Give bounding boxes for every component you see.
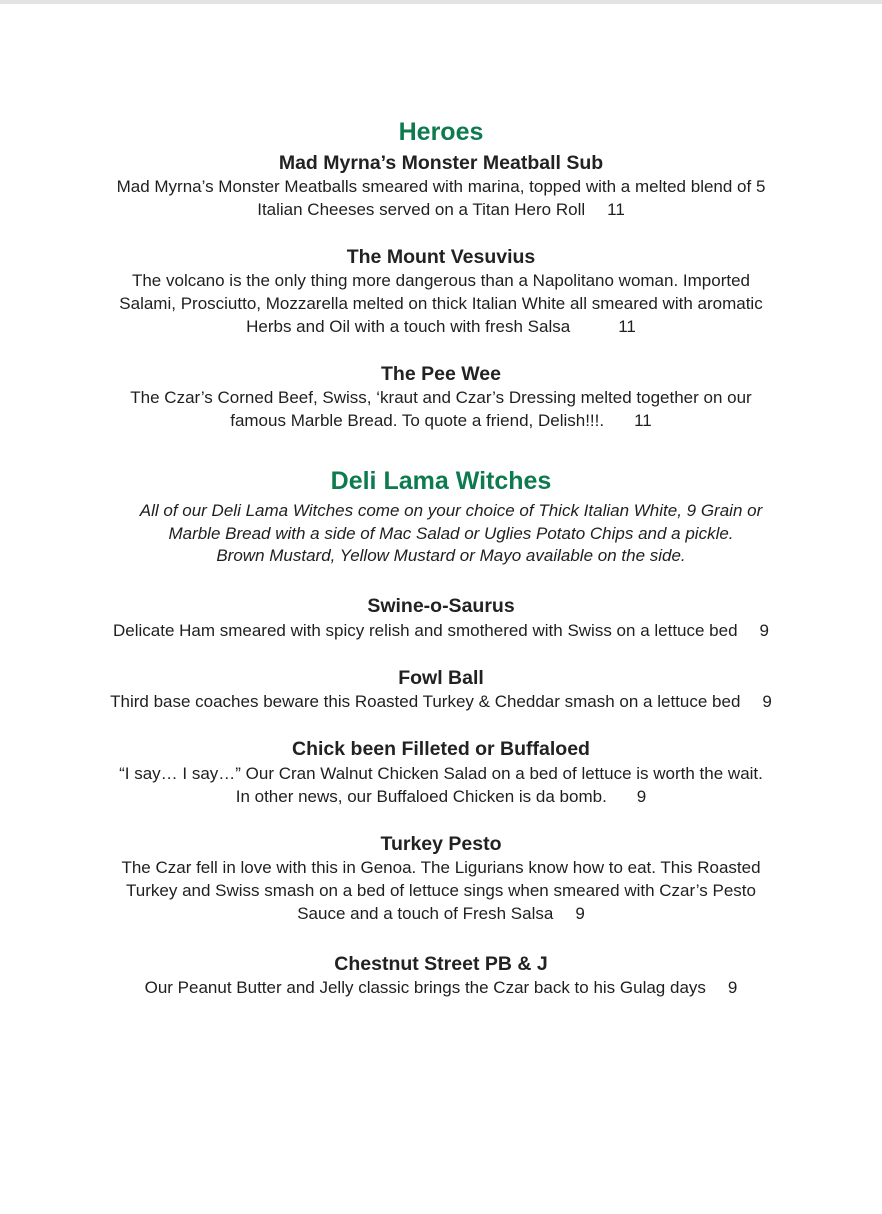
item-name-chestnut-street-pbj: Chestnut Street PB & J [334, 953, 548, 975]
item-price: 9 [727, 978, 738, 997]
item-price: 11 [607, 200, 625, 219]
item-desc-pee-wee [40, 386, 842, 432]
intro-line: All of our Deli Lama Witches come on your choice of Thick Italian White, 9 Grain or [139, 501, 763, 520]
item-price: 9 [762, 692, 772, 711]
desc-line: Turkey and Swiss smash on a bed of lettuce sings when smeared with Czar’s Pesto [126, 881, 756, 900]
item-price: 9 [636, 787, 647, 806]
desc-line: Salami, Prosciutto, Mozzarella melted on thick Italian White all smeared with aromatic [119, 294, 763, 313]
page-top-edge [0, 0, 882, 4]
item-desc-mount-vesuvius [40, 269, 842, 338]
desc-line: The Czar’s Corned Beef, Swiss, ‘kraut and Czar’s Dressing melted together on our [130, 388, 752, 407]
item-price: 9 [575, 904, 585, 923]
item-desc-mad-myrna [40, 175, 842, 221]
item-name-chick-been-filleted: Chick been Filleted or Buffaloed [292, 738, 590, 760]
intro-line: Marble Bread with a side of Mac Salad or Uglies Potato Chips and a pickle. [168, 523, 734, 543]
desc-line: Herbs and Oil with a touch with fresh Salsa [246, 317, 571, 336]
item-name-fowl-ball: Fowl Ball [398, 667, 484, 689]
desc-line: famous Marble Bread. To quote a friend, Delish!!!. [230, 411, 605, 430]
item-name-swine-o-saurus: Swine-o-Saurus [367, 595, 515, 617]
item-name-mad-myrna: Mad Myrna’s Monster Meatball Sub [278, 152, 604, 174]
item-price: 11 [618, 317, 636, 336]
item-desc-chick-been-filleted [40, 762, 842, 808]
item-desc-turkey-pesto [40, 856, 842, 925]
item-name-pee-wee: The Pee Wee [381, 363, 501, 385]
desc-line: Italian Cheeses served on a Titan Hero Roll [257, 200, 586, 219]
desc-line: Sauce and a touch of Fresh Salsa [297, 904, 554, 923]
item-price: 11 [634, 411, 652, 430]
item-desc-chestnut-street-pbj [20, 976, 862, 999]
intro-line: Brown Mustard, Yellow Mustard or Mayo available on the side. [216, 546, 686, 565]
item-price: 9 [759, 621, 770, 640]
desc-line: In other news, our Buffaloed Chicken is da bomb. [235, 787, 607, 806]
item-desc-swine-o-saurus [20, 619, 862, 642]
item-name-mount-vesuvius: The Mount Vesuvius [346, 246, 536, 268]
desc-line: Our Peanut Butter and Jelly classic brings the Czar back to his Gulag days [144, 978, 706, 997]
desc-line: Third base coaches beware this Roasted Turkey & Cheddar smash on a lettuce bed [110, 692, 741, 711]
desc-line: The volcano is the only thing more dangerous than a Napolitano woman. Imported [131, 271, 751, 290]
section-intro [60, 500, 842, 568]
desc-line: Mad Myrna’s Monster Meatballs smeared with marina, topped with a melted blend of 5 [116, 177, 766, 196]
item-desc-fowl-ball [20, 690, 862, 713]
desc-line: “I say… I say…” Our Cran Walnut Chicken Salad on a bed of lettuce is worth the wait. [119, 764, 763, 783]
item-name-turkey-pesto: Turkey Pesto [380, 833, 502, 855]
section-title-heroes: Heroes [398, 118, 484, 146]
desc-line: Delicate Ham smeared with spicy relish and smothered with Swiss on a lettuce bed [112, 621, 738, 640]
section-title-deli-lama-witches: Deli Lama Witches [330, 467, 552, 495]
desc-line: The Czar fell in love with this in Genoa. The Ligurians know how to eat. This Roasted [121, 858, 761, 877]
